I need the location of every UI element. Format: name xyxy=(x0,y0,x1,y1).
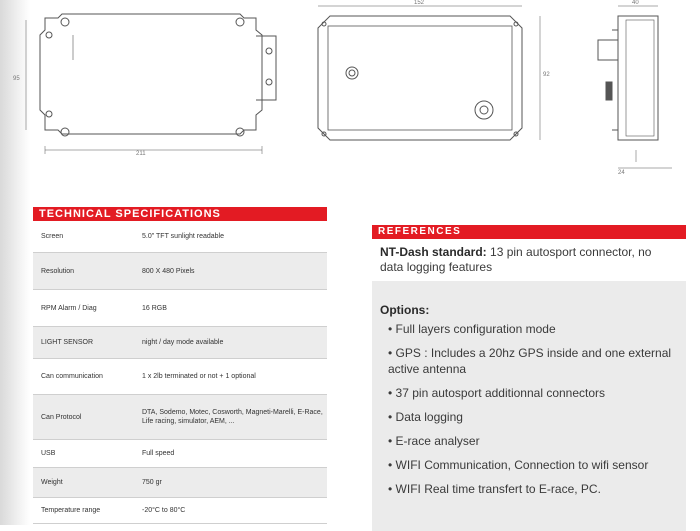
references-panel xyxy=(372,239,686,531)
spec-table xyxy=(33,221,327,524)
options-list xyxy=(380,321,678,497)
spec-value: 750 gr xyxy=(142,479,162,486)
spec-value: 1 x 2lb terminated or not + 1 optional xyxy=(142,373,256,380)
spec-value: DTA, Sodemo, Motec, Cosworth, Magneti-Marelli, E-Race, Life racing, simulator, AEM, ... xyxy=(142,409,323,425)
list-item: • WIFI Real time transfert to E-race, PC. xyxy=(388,481,678,497)
technical-drawings xyxy=(0,0,700,200)
spec-label: LIGHT SENSOR xyxy=(41,339,93,346)
spec-label: USB xyxy=(41,450,56,457)
dim-side-width: 40 xyxy=(632,0,639,6)
front-view-drawing xyxy=(318,6,540,140)
standard-label: NT-Dash standard: xyxy=(380,245,487,259)
spec-row-screen xyxy=(33,221,327,253)
spec-label: Can Protocol xyxy=(41,413,82,421)
dim-front-height: 92 xyxy=(543,72,550,78)
list-item: • Full layers configuration mode xyxy=(388,321,678,337)
list-item: • WIFI Communication, Connection to wifi sensor xyxy=(388,457,678,473)
spec-row-usb xyxy=(33,440,327,468)
back-view-drawing xyxy=(26,14,276,154)
spec-value: 5.0" TFT sunlight readable xyxy=(142,233,224,240)
references-header: REFERENCES xyxy=(372,225,686,239)
list-item: • Data logging xyxy=(388,409,678,425)
spec-value: 16 RGB xyxy=(142,304,167,312)
spec-value: Full speed xyxy=(142,450,175,457)
spec-row-temperature xyxy=(33,498,327,524)
technical-specifications-header: TECHNICAL SPECIFICATIONS xyxy=(33,207,327,221)
list-item: • E-race analyser xyxy=(388,433,678,449)
dim-side-depth: 24 xyxy=(618,170,625,176)
spec-row-weight xyxy=(33,468,327,498)
spec-row-rpm-alarm xyxy=(33,290,327,327)
spec-row-can-communication xyxy=(33,359,327,395)
options-box xyxy=(372,281,686,531)
spec-row-light-sensor xyxy=(33,327,327,359)
list-item: • 37 pin autosport additionnal connectors xyxy=(388,385,678,401)
spec-row-can-protocol xyxy=(33,395,327,440)
spec-value: 800 X 480 Pixels xyxy=(142,267,195,275)
dim-top-height: 95 xyxy=(13,76,20,82)
spec-label: Resolution xyxy=(41,267,75,275)
spec-value: -20°C to 80°C xyxy=(142,507,186,514)
dim-top-width: 211 xyxy=(136,151,146,157)
spec-row-resolution xyxy=(33,253,327,290)
list-item: • GPS : Includes a 20hz GPS inside and one external active antenna xyxy=(388,345,678,377)
options-title: Options: xyxy=(380,303,430,317)
standard-description xyxy=(372,239,686,281)
spec-value: night / day mode available xyxy=(142,339,224,346)
spec-label: Weight xyxy=(41,479,63,486)
spec-label: Screen xyxy=(41,233,64,240)
spec-label: Temperature range xyxy=(41,507,101,514)
spec-label: RPM Alarm / Diag xyxy=(41,304,97,312)
standard-text: 13 pin autosport connector, no data logging features xyxy=(380,245,652,274)
spec-label: Can communication xyxy=(41,373,103,380)
side-view-drawing xyxy=(598,6,672,168)
dim-front-width: 152 xyxy=(414,0,425,6)
